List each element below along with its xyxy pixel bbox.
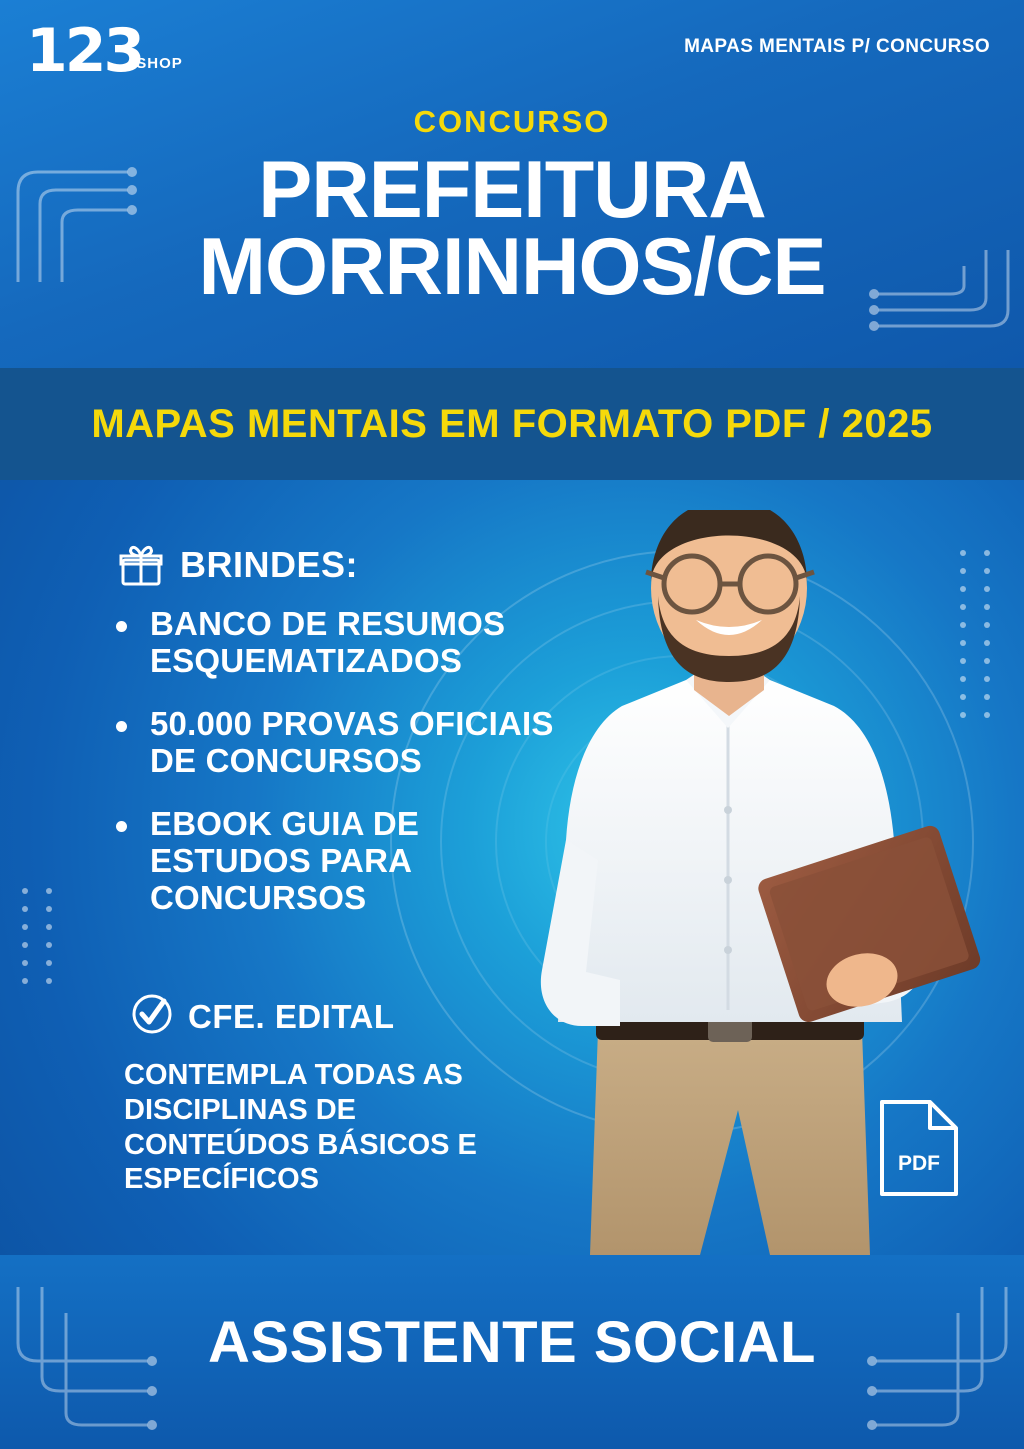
page-title: PREFEITURA MORRINHOS/CE xyxy=(198,145,826,312)
header-tagline: MAPAS MENTAIS P/ CONCURSO xyxy=(684,36,990,57)
check-circle-icon xyxy=(130,992,174,1041)
footer-role: ASSISTENTE SOCIAL xyxy=(208,1310,816,1375)
list-item: EBOOK GUIA DE ESTUDOS PARA CONCURSOS xyxy=(108,806,578,917)
gift-icon xyxy=(118,542,164,588)
edital-heading-label: CFE. EDITAL xyxy=(188,997,395,1035)
list-item: 50.000 PROVAS OFICIAIS DE CONCURSOS xyxy=(108,706,578,780)
brand-logo-text: 123 xyxy=(26,16,143,86)
footer-band xyxy=(0,1255,1024,1449)
brindes-heading-label: BRINDES: xyxy=(180,544,359,585)
content-band xyxy=(0,480,1024,1255)
pdf-badge xyxy=(876,1098,962,1203)
subtitle-text: MAPAS MENTAIS EM FORMATO PDF / 2025 xyxy=(91,401,933,446)
list-item: BANCO DE RESUMOS ESQUEMATIZADOS xyxy=(108,606,578,680)
brand-logo[interactable] xyxy=(26,16,183,86)
brindes-list xyxy=(108,606,578,943)
header-band xyxy=(0,0,1024,368)
edital-description: CONTEMPLA TODAS AS DISCIPLINAS DE CONTEÚDOS BÁSICOS E ESPECÍFICOS xyxy=(124,1059,477,1196)
brindes-heading xyxy=(118,542,358,588)
pdf-badge-label: PDF xyxy=(898,1152,940,1175)
edital-heading xyxy=(130,992,395,1041)
dot-grid-left xyxy=(22,888,56,984)
header-kicker: CONCURSO xyxy=(413,104,611,139)
brand-logo-subtext: SHOP xyxy=(136,55,183,72)
subtitle-band xyxy=(0,368,1024,480)
